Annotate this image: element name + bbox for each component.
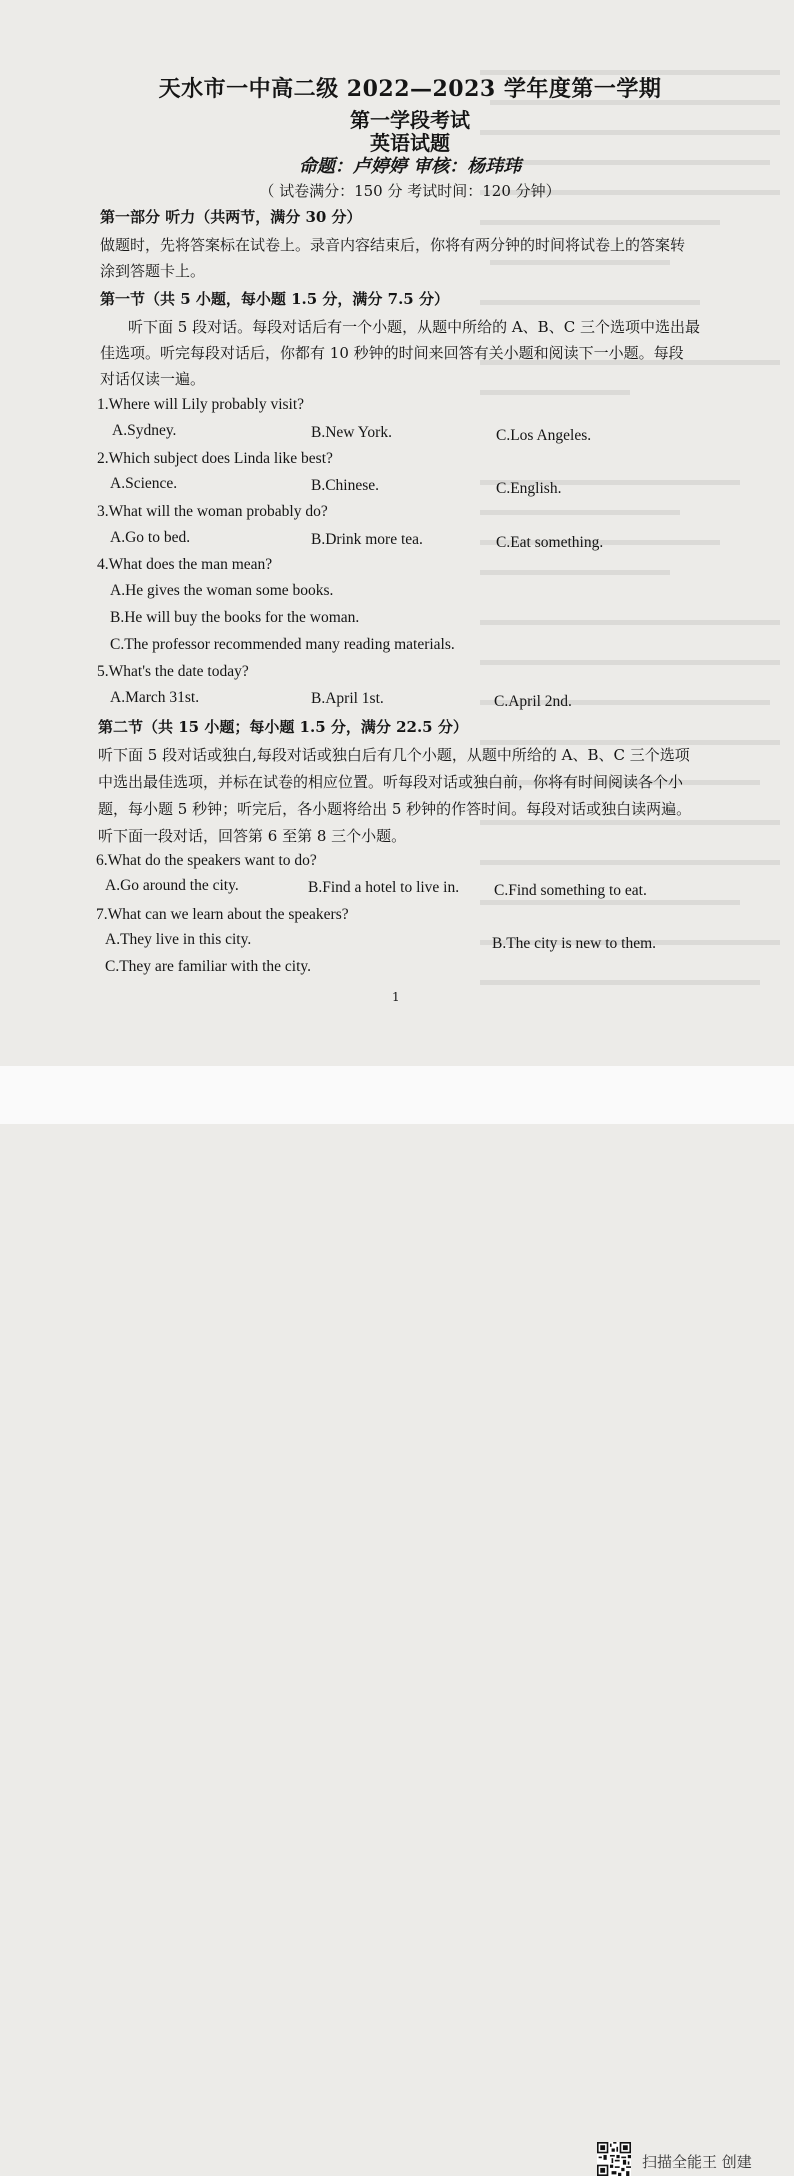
section2-heading: 第二节（共 15 小题；每小题 1.5 分，满分 22.5 分） [98, 718, 468, 736]
q4-option-b: B.He will buy the books for the woman. [110, 609, 360, 626]
q7-stem: 7.What can we learn about the speakers? [96, 906, 349, 923]
section1-heading: 第一节（共 5 小题，每小题 1.5 分，满分 7.5 分） [100, 290, 449, 308]
exam-title: 天水市一中高二级 2022—2023 学年度第一学期 [158, 76, 662, 102]
q4-option-c: C.The professor recommended many reading materials. [110, 636, 455, 653]
q6-stem: 6.What do the speakers want to do? [96, 852, 317, 869]
q4-stem: 4.What does the man mean? [97, 556, 273, 573]
section2-instruction-line2: 中选出最佳选项，并标在试卷的相应位置。听每段对话或独白前，你将有时间阅读各个小 [98, 773, 684, 791]
q2-stem: 2.Which subject does Linda like best? [97, 450, 333, 467]
q6-option-b: B.Find a hotel to live in. [308, 879, 460, 896]
section1-instruction-line1: 听下面 5 段对话。每段对话后有一个小题，从题中所给的 A、B、C 三个选项中选出最 [128, 318, 700, 336]
q3-stem: 3.What will the woman probably do? [97, 503, 328, 520]
exam-subtitle: 第一学段考试 [350, 108, 470, 132]
q2-option-b: B.Chinese. [311, 477, 380, 494]
q5-option-b: B.April 1st. [311, 690, 384, 707]
q2-option-a: A.Science. [110, 475, 178, 492]
q4-option-a: A.He gives the woman some books. [110, 582, 334, 599]
q7-option-b: B.The city is new to them. [492, 935, 657, 952]
exam-authors: 命题：卢婷婷 审核：杨玮玮 [298, 156, 522, 177]
q5-option-a: A.March 31st. [110, 689, 200, 706]
section1-instruction-line3: 对话仅读一遍。 [100, 370, 206, 388]
q5-stem: 5.What's the date today? [97, 663, 249, 680]
q5-option-c: C.April 2nd. [494, 693, 572, 710]
section2-instruction-line3: 题，每小题 5 秒钟；听完后，各小题将给出 5 秒钟的作答时间。每段对话或独白读两遍。 [98, 800, 692, 818]
q1-option-c: C.Los Angeles. [496, 427, 592, 444]
page-number: 1 [392, 990, 400, 1004]
exam-info: （ 试卷满分：150 分 考试时间：120 分钟） [259, 182, 561, 200]
qr-code-icon [597, 2142, 631, 2176]
q7-option-c: C.They are familiar with the city. [105, 958, 312, 975]
section2-instruction-line4: 听下面一段对话，回答第 6 至第 8 三个小题。 [98, 827, 407, 845]
q1-stem: 1.Where will Lily probably visit? [97, 396, 305, 413]
part1-instruction-line1: 做题时，先将答案标在试卷上。录音内容结束后，你将有两分钟的时间将试卷上的答案转 [100, 236, 686, 254]
bleed-through-text [470, 60, 790, 1050]
q6-option-c: C.Find something to eat. [494, 882, 647, 899]
scanner-watermark-text: 扫描全能王 创建 [642, 2153, 752, 2171]
q2-option-c: C.English. [496, 480, 562, 497]
q1-option-b: B.New York. [311, 424, 392, 441]
exam-subject: 英语试题 [370, 131, 450, 155]
section1-instruction-line2: 佳选项。听完每段对话后，你都有 10 秒钟的时间来回答有关小题和阅读下一小题。每段 [100, 344, 684, 362]
section2-instruction-line1: 听下面 5 段对话或独白,每段对话或独白后有几个小题，从题中所给的 A、B、C 三个选项 [98, 746, 690, 764]
q3-option-b: B.Drink more tea. [311, 531, 423, 548]
q3-option-a: A.Go to bed. [110, 529, 191, 546]
q6-option-a: A.Go around the city. [105, 877, 239, 894]
q7-option-a: A.They live in this city. [105, 931, 252, 948]
scanner-footer [0, 1066, 794, 2171]
part1-heading: 第一部分 听力（共两节，满分 30 分） [100, 208, 362, 226]
q1-option-a: A.Sydney. [112, 422, 177, 439]
q3-option-c: C.Eat something. [496, 534, 604, 551]
bleed-through-lines [470, 60, 790, 1050]
part1-instruction-line2: 涂到答题卡上。 [100, 262, 206, 280]
